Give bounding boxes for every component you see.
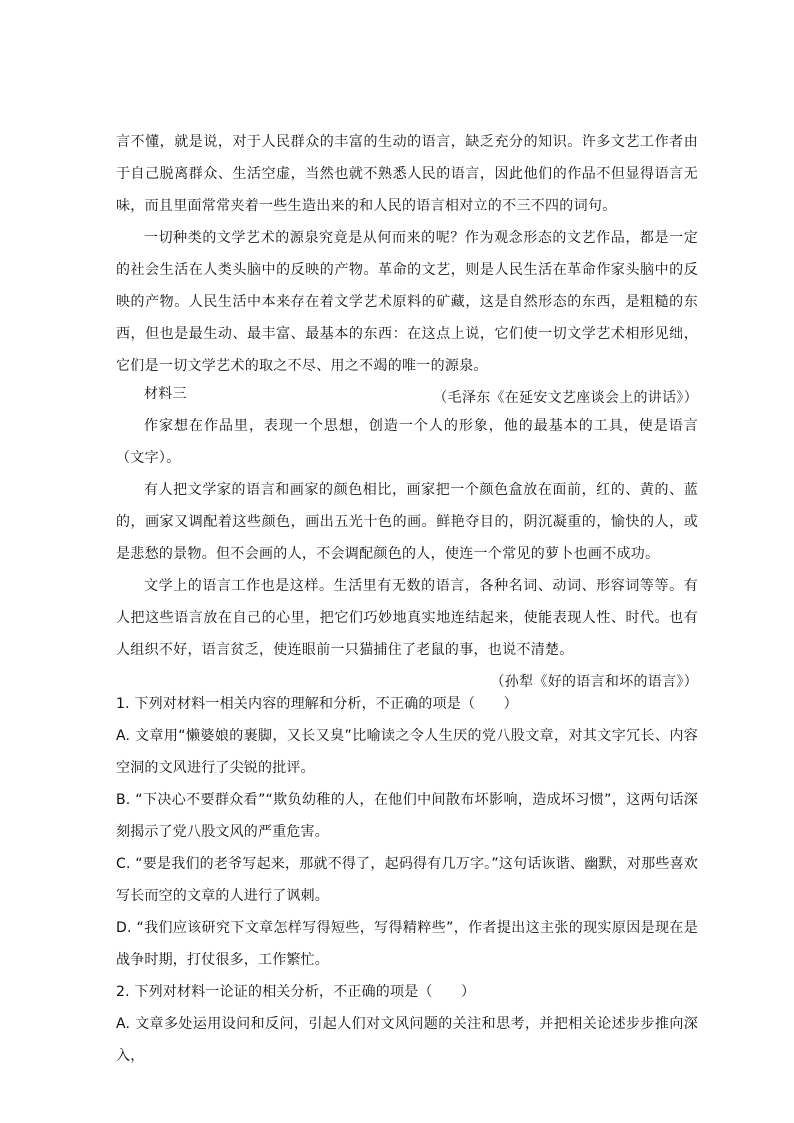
option-d: D. “我们应该研究下文章怎样写得短些，写得精粹些”，作者提出这主张的现实原因是现在是战争时期，打仗很多，工作繁忙。 bbox=[116, 920, 698, 968]
option-a: A. 文章用“懒婆娘的裹脚，又长又臭”比喻读之令人生厌的党八股文章，对其文字冗长、内容空洞的文风进行了尖锐的批评。 bbox=[116, 728, 698, 776]
question-stem: 2. 下列对材料一论证的相关分析，不正确的项是（ ） bbox=[116, 984, 476, 1000]
material-three bbox=[116, 378, 698, 698]
question-section bbox=[116, 688, 698, 1072]
material-three-paragraph-1: 作家想在作品里，表现一个思想，创造一个人的形象，他的最基本的工具，使是语言（文字）。 bbox=[116, 418, 698, 466]
option-a: A. 文章多处运用设问和反问，引起人们对文风问题的关注和思考，并把相关论述步步推向深入， bbox=[116, 1016, 698, 1064]
option-b: B. “下决心不要群众看”“欺负幼稚的人，在他们中间散布坏影响，造成坏习惯”，这两句话深刻揭示了党八股文风的严重危害。 bbox=[116, 792, 698, 840]
material-three-paragraph-3: 文学上的语言工作也是这样。生活里有无数的语言，各种名词、动词、形容词等等。有人把这些语言放在自己的心里，把它们巧妙地真实地连结起来，使能表现人性、时代。也有人组织不好，语言贫乏，使连眼前一只猫捕住了老鼠的事，也说不清楚。 bbox=[116, 578, 698, 658]
question-item bbox=[116, 976, 698, 1072]
material-two-source: （毛泽东《在延安文艺座谈会上的讲话》） bbox=[433, 390, 698, 406]
material-three-source: （孙犁《好的语言和坏的语言》） bbox=[490, 674, 698, 690]
question-stem: 1. 下列对材料一相关内容的理解和分析，不正确的项是（ ） bbox=[116, 696, 518, 712]
material-three-heading: 材料三 bbox=[144, 386, 187, 402]
material-two-paragraph-1: 言不懂，就是说，对于人民群众的丰富的生动的语言，缺乏充分的知识。许多文艺工作者由于自己脱离群众、生活空虚，当然也就不熟悉人民的语言，因此他们的作品不但显得语言无味，而且里面常常夹着一些生造出来的和人民的语言相对立的不三不四的词句。 bbox=[116, 134, 698, 214]
material-two-paragraph-2: 一切种类的文学艺术的源泉究竟是从何而来的呢？作为观念形态的文艺作品，都是一定的社会生活在人类头脑中的反映的产物。革命的文艺，则是人民生活在革命作家头脑中的反映的产物。人民生活中本来存在着文学艺术原料的矿藏，这是自然形态的东西，是粗糙的东西，但也是最生动、最丰富、最基本的东西：在这点上说，它们使一切文学艺术相形见绌，它们是一切文学艺术的取之不尽、用之不竭的唯一的源泉。 bbox=[116, 230, 698, 374]
question-item bbox=[116, 688, 698, 976]
material-two-continuation bbox=[116, 126, 698, 414]
material-three-paragraph-2: 有人把文学家的语言和画家的颜色相比，画家把一个颜色盒放在面前，红的、黄的、蓝的，画家又调配着这些颜色，画出五光十色的画。鲜艳夺目的，阴沉凝重的，愉快的人，或是悲愁的景物。但不会画的人，不会调配颜色的人，使连一个常见的萝卜也画不成功。 bbox=[116, 482, 698, 562]
option-c: C. “要是我们的老爷写起来，那就不得了，起码得有几万字。”这句话诙谐、幽默，对那些喜欢写长而空的文章的人进行了讽刺。 bbox=[116, 856, 698, 904]
